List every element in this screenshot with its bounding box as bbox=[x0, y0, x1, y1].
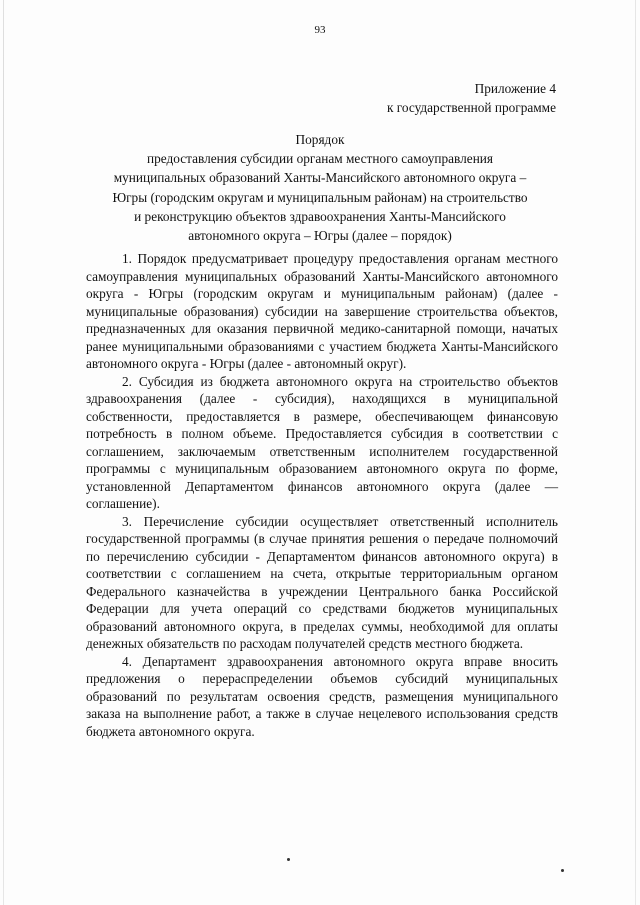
paragraph-2: 2. Субсидия из бюджета автономного округа на строительство объектов здравоохранения (далее - субсидия), находящихся в муниципальной собственности, предоставляется в размере, обеспечивающем финансовую потребность в полном объеме. Предоставляется субсидия в соответствии с соглашением, заключаемым ответственным исполнителем государственной программы с муниципальным образованием автономного округа по форме, установленной Департаментом финансов автономного округа (далее — соглашение). bbox=[86, 373, 558, 511]
title-line-5: автономного округа – Югры (далее – порядок) bbox=[188, 228, 452, 244]
paragraph-1: 1. Порядок предусматривает процедуру предоставления органам местного самоуправления муниципальных образований Ханты-Мансийского автономного округа - Югры (городским округам и муниципальным районам) (далее - муниципальные образования) субсидии на завершение строительства объектов, предназначенных для оказания первичной медико-санитарной помощи, начатых ранее муниципальными образованиями с участием бюджета Ханты-Мансийского автономного округа - Югры (далее - автономный округ). bbox=[86, 251, 558, 371]
paragraph-3: 3. Перечисление субсидии осуществляет ответственный исполнитель государственной программы (в случае принятия решения о передаче полномочий по перечислению субсидии - Департаментом финансов автономного округа) в соответствии с соглашением на счета, открытые территориальным органом Федерального казначейства в учреждении Центрального банка Российской Федерации для учета операций со средствами бюджетов муниципальных образований автономного округа, в пределах суммы, необходимой для оплаты денежных обязательств по расходам получателей средств местного бюджета. bbox=[86, 513, 558, 651]
document-title bbox=[70, 130, 570, 245]
document-body bbox=[86, 250, 558, 740]
scan-speck bbox=[561, 869, 564, 872]
appendix-line-1: Приложение 4 bbox=[474, 81, 556, 96]
scan-speck bbox=[287, 858, 290, 861]
title-heading: Порядок bbox=[295, 132, 345, 147]
scan-edge-right bbox=[635, 0, 636, 905]
title-line-4: и реконструкцию объектов здравоохранения Ханты-Мансийского bbox=[134, 208, 506, 224]
appendix-header bbox=[387, 79, 556, 117]
title-line-1: предоставления субсидии органам местного самоуправления bbox=[146, 151, 494, 167]
title-line-2: муниципальных образований Ханты-Мансийского автономного округа – bbox=[113, 170, 527, 186]
scan-edge-left bbox=[3, 0, 4, 905]
page-number: 93 bbox=[314, 24, 326, 36]
title-line-3: Югры (городским округам и муниципальным районам) на строительство bbox=[112, 189, 528, 205]
appendix-line-2: к государственной программе bbox=[386, 100, 556, 115]
paragraph-4: 4. Департамент здравоохранения автономного округа вправе вносить предложения о перераспределении объемов субсидий муниципальных образований по результатам освоения средств, размещения муниципального заказа на выполнение работ, а также в случае нецелевого использования средств бюджета автономного округа. bbox=[86, 653, 558, 739]
